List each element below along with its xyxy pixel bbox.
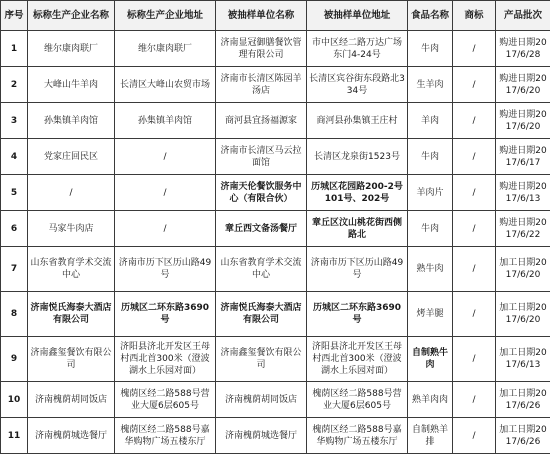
- cell-producer-address: 历城区二环东路3690号: [115, 292, 216, 337]
- cell-sampled-unit-name: 济南显冠御膳餐饮管理有限公司: [216, 31, 307, 67]
- header-seq: 序号: [1, 1, 28, 31]
- table-row: [1, 175, 550, 211]
- header-trademark: 商标: [453, 1, 496, 31]
- cell-trademark: /: [453, 31, 496, 67]
- cell-producer-address: 槐荫区经二路588号嘉华购物广场五楼东厅: [115, 418, 216, 454]
- header-food-name: 食品名称: [408, 1, 453, 31]
- cell-sampled-unit-name: 济南天伦餐饮服务中心（有限合伙）: [216, 175, 307, 211]
- cell-sampled-unit-name: 济南悦氏海泰大酒店有限公司: [216, 292, 307, 337]
- cell-producer-name: 维尔康肉联厂: [28, 31, 115, 67]
- cell-sampled-unit-name: 商河县宜扬福源家: [216, 103, 307, 139]
- cell-producer-name: /: [28, 175, 115, 211]
- cell-food-name: 烤羊腿: [408, 292, 453, 337]
- cell-trademark: /: [453, 175, 496, 211]
- cell-sampled-unit-name: 济南鑫玺餐饮有限公司: [216, 337, 307, 382]
- cell-sampled-unit-name: 章丘西文备汤餐厅: [216, 211, 307, 247]
- cell-batch: 加工日期2017/6/26: [496, 418, 550, 454]
- cell-batch: 购进日期2017/6/28: [496, 31, 550, 67]
- cell-food-name: 牛肉: [408, 211, 453, 247]
- cell-sampled-unit-name: 济南槐荫城选餐厅: [216, 418, 307, 454]
- table-row: [1, 211, 550, 247]
- cell-seq: 5: [1, 175, 28, 211]
- cell-producer-name: 马家牛肉店: [28, 211, 115, 247]
- cell-food-name: 自制熟羊排: [408, 418, 453, 454]
- cell-sampled-unit-address: 历城区花园路200-2号101号、202号: [307, 175, 408, 211]
- cell-trademark: /: [453, 337, 496, 382]
- cell-batch: 加工日期2017/6/13: [496, 337, 550, 382]
- cell-producer-address: 济南市历下区历山路49号: [115, 247, 216, 292]
- cell-batch: 购进日期2017/6/20: [496, 67, 550, 103]
- table-row: [1, 337, 550, 382]
- cell-producer-address: /: [115, 139, 216, 175]
- cell-sampled-unit-name: 山东省教育学术交流中心: [216, 247, 307, 292]
- cell-producer-name: 济南悦氏海泰大酒店有限公司: [28, 292, 115, 337]
- cell-seq: 6: [1, 211, 28, 247]
- cell-food-name: 牛肉: [408, 31, 453, 67]
- cell-batch: 加工日期2017/6/20: [496, 292, 550, 337]
- cell-sampled-unit-name: 济南槐荫胡同饭店: [216, 382, 307, 418]
- cell-trademark: /: [453, 67, 496, 103]
- cell-seq: 1: [1, 31, 28, 67]
- cell-batch: 加工日期2017/6/26: [496, 382, 550, 418]
- cell-trademark: /: [453, 247, 496, 292]
- header-producer-address: 标称生产企业地址: [115, 1, 216, 31]
- table-row: [1, 139, 550, 175]
- cell-batch: 购进日期2017/6/20: [496, 103, 550, 139]
- cell-trademark: /: [453, 418, 496, 454]
- header-batch: 产品批次: [496, 1, 550, 31]
- cell-batch: 加工日期2017/6/20: [496, 247, 550, 292]
- cell-food-name: 羊肉片: [408, 175, 453, 211]
- cell-trademark: /: [453, 211, 496, 247]
- cell-producer-address: 长清区大峰山农贸市场: [115, 67, 216, 103]
- header-sampled-unit-name: 被抽样单位名称: [216, 1, 307, 31]
- cell-producer-address: 槐荫区经二路588号营业大厦6层605号: [115, 382, 216, 418]
- cell-seq: 9: [1, 337, 28, 382]
- cell-sampled-unit-address: 长清区宾谷街东段路北334号: [307, 67, 408, 103]
- table-row: [1, 103, 550, 139]
- cell-sampled-unit-address: 市中区经二路万达广场东门4-24号: [307, 31, 408, 67]
- table-header-row: [1, 1, 550, 31]
- header-sampled-unit-address: 被抽样单位地址: [307, 1, 408, 31]
- cell-food-name: 熟羊肉肉: [408, 382, 453, 418]
- cell-producer-address: /: [115, 175, 216, 211]
- cell-seq: 8: [1, 292, 28, 337]
- cell-producer-name: 济南鑫玺餐饮有限公司: [28, 337, 115, 382]
- cell-producer-address: 维尔康肉联厂: [115, 31, 216, 67]
- cell-seq: 7: [1, 247, 28, 292]
- cell-batch: 购进日期2017/6/13: [496, 175, 550, 211]
- cell-sampled-unit-address: 历城区二环东路3690号: [307, 292, 408, 337]
- cell-food-name: 熟牛肉: [408, 247, 453, 292]
- cell-sampled-unit-address: 章丘区汶山桃花街西侧路北: [307, 211, 408, 247]
- cell-sampled-unit-address: 济南市历下区历山路49号: [307, 247, 408, 292]
- table-row: [1, 418, 550, 454]
- table-row: [1, 292, 550, 337]
- cell-food-name: 牛肉: [408, 139, 453, 175]
- cell-batch: 购进日期2017/6/17: [496, 139, 550, 175]
- cell-producer-name: 大峰山牛羊肉: [28, 67, 115, 103]
- table-row: [1, 31, 550, 67]
- cell-sampled-unit-name: 济南市长清区陈园羊汤店: [216, 67, 307, 103]
- cell-sampled-unit-address: 槐荫区经二路588号营业大厦6层605号: [307, 382, 408, 418]
- cell-seq: 3: [1, 103, 28, 139]
- cell-sampled-unit-address: 济阳县济北开发区王母村西北首300米（澄波湖水上乐园对面）: [307, 337, 408, 382]
- cell-trademark: /: [453, 103, 496, 139]
- cell-trademark: /: [453, 292, 496, 337]
- cell-producer-name: 孙集镇羊肉馆: [28, 103, 115, 139]
- cell-food-name: 自制熟牛肉: [408, 337, 453, 382]
- cell-seq: 4: [1, 139, 28, 175]
- cell-seq: 11: [1, 418, 28, 454]
- cell-sampled-unit-address: 槐荫区经二路588号嘉华购物广场五楼东厅: [307, 418, 408, 454]
- table-row: [1, 67, 550, 103]
- cell-producer-address: /: [115, 211, 216, 247]
- cell-seq: 2: [1, 67, 28, 103]
- cell-food-name: 羊肉: [408, 103, 453, 139]
- cell-sampled-unit-name: 济南市长清区马云拉面馆: [216, 139, 307, 175]
- cell-producer-name: 济南槐荫胡同饭店: [28, 382, 115, 418]
- cell-sampled-unit-address: 长清区龙泉街1523号: [307, 139, 408, 175]
- table-row: [1, 382, 550, 418]
- cell-producer-name: 济南槐荫城选餐厅: [28, 418, 115, 454]
- cell-sampled-unit-address: 商河县孙集镇王庄村: [307, 103, 408, 139]
- cell-food-name: 生羊肉: [408, 67, 453, 103]
- header-producer-name: 标称生产企业名称: [28, 1, 115, 31]
- cell-producer-address: 济阳县济北开发区王母村西北首300米（澄波湖水上乐园对面）: [115, 337, 216, 382]
- cell-seq: 10: [1, 382, 28, 418]
- cell-trademark: /: [453, 139, 496, 175]
- table-row: [1, 247, 550, 292]
- cell-trademark: /: [453, 382, 496, 418]
- cell-producer-address: 孙集镇羊肉馆: [115, 103, 216, 139]
- cell-producer-name: 山东省教育学术交流中心: [28, 247, 115, 292]
- cell-batch: 购进日期2017/6/22: [496, 211, 550, 247]
- cell-producer-name: 党家庄回民区: [28, 139, 115, 175]
